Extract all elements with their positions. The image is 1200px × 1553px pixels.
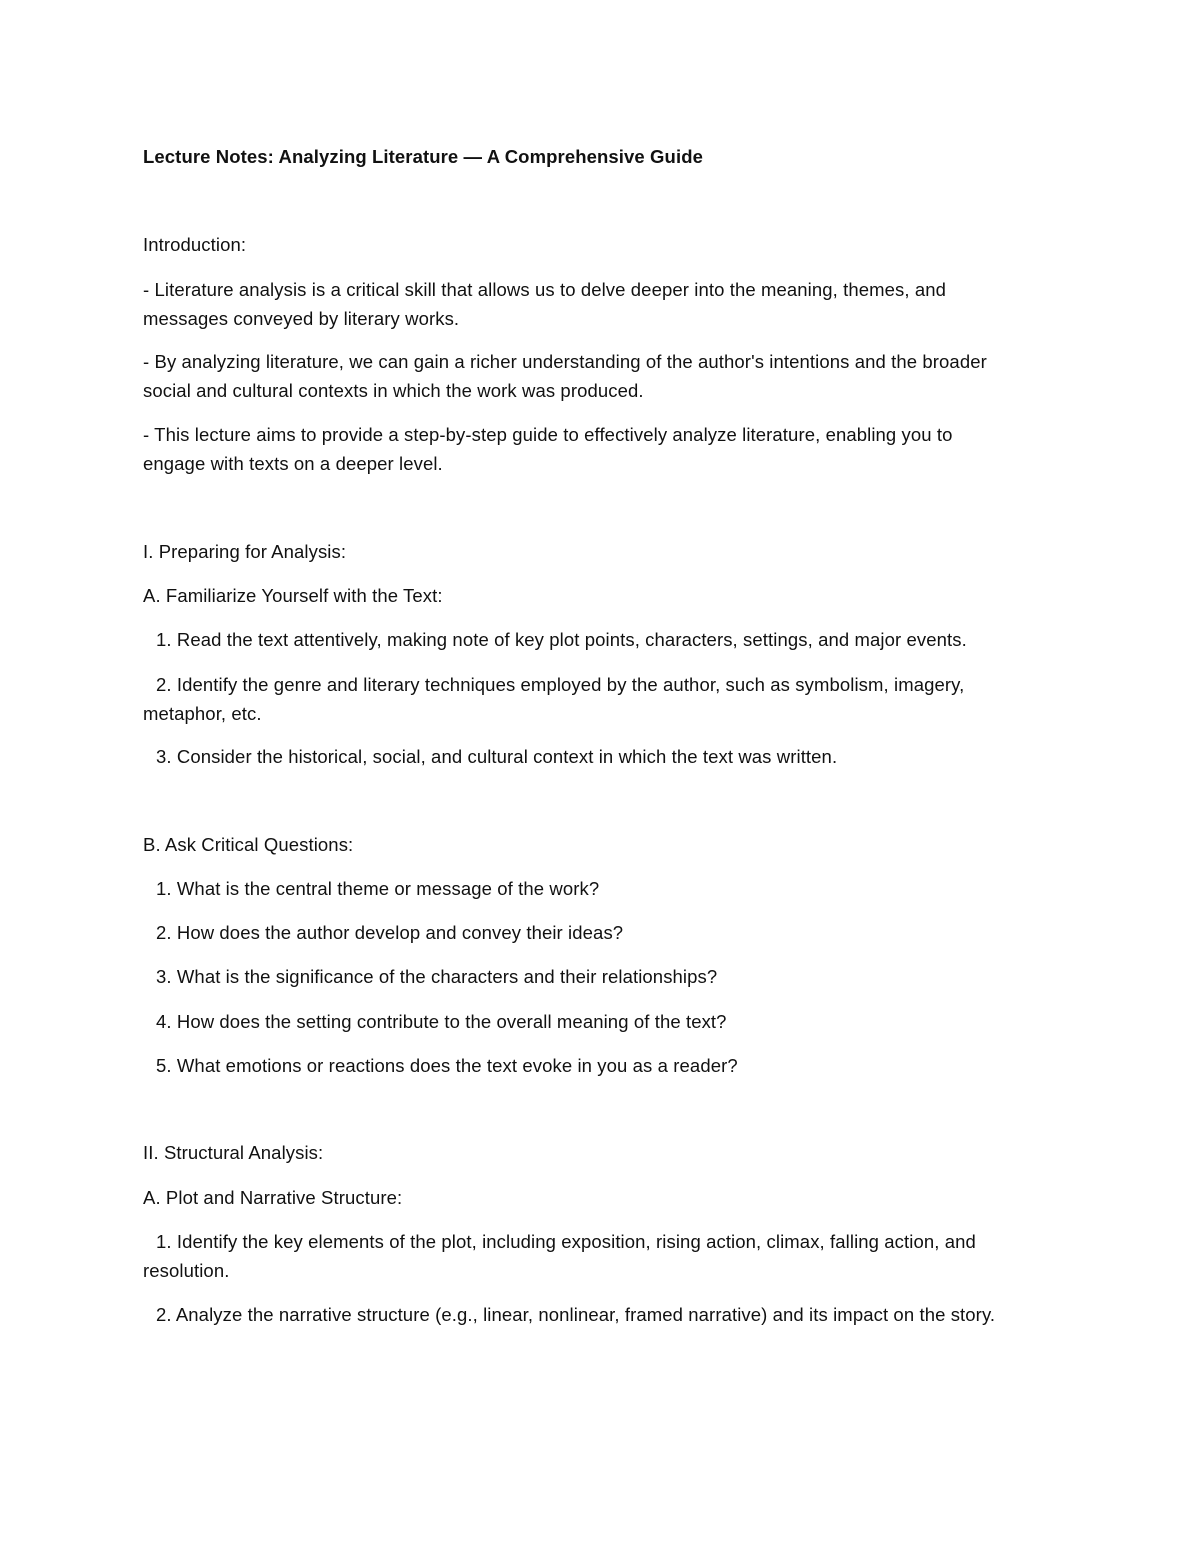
section-2a-item-2: 2. Analyze the narrative structure (e.g., linear, nonlinear, framed narrative) and its impact on the story. <box>156 1304 996 1325</box>
section-1a-heading: A. Familiarize Yourself with the Text: <box>143 585 443 606</box>
section-2a-heading: A. Plot and Narrative Structure: <box>143 1187 403 1208</box>
section-1a-item-2-line-2: metaphor, etc. <box>143 703 262 724</box>
section-1b-item-1: 1. What is the central theme or message of the work? <box>156 878 600 899</box>
section-1b-item-2: 2. How does the author develop and convey their ideas? <box>156 922 624 943</box>
section-1a-item-3: 3. Consider the historical, social, and cultural context in which the text was written. <box>156 746 838 767</box>
section-1-heading: I. Preparing for Analysis: <box>143 541 347 562</box>
section-2a-item-1-line-2: resolution. <box>143 1260 230 1281</box>
section-2a-item-1-line-1: 1. Identify the key elements of the plot, including exposition, rising action, climax, falling action, and <box>156 1231 976 1252</box>
intro-paragraph-1-line-2: messages conveyed by literary works. <box>143 308 460 329</box>
intro-heading: Introduction: <box>143 234 247 255</box>
section-1a-item-2-line-1: 2. Identify the genre and literary techniques employed by the author, such as symbolism, imagery, <box>156 674 965 695</box>
section-1b-heading: B. Ask Critical Questions: <box>143 834 354 855</box>
intro-paragraph-3-line-1: - This lecture aims to provide a step-by-step guide to effectively analyze literature, enabling you to <box>143 424 953 445</box>
section-1b-item-5: 5. What emotions or reactions does the text evoke in you as a reader? <box>156 1055 738 1076</box>
intro-paragraph-2-line-1: - By analyzing literature, we can gain a richer understanding of the author's intentions and the broader <box>143 351 987 372</box>
intro-paragraph-3-line-2: engage with texts on a deeper level. <box>143 453 443 474</box>
document-title: Lecture Notes: Analyzing Literature — A Comprehensive Guide <box>143 146 703 167</box>
intro-paragraph-2-line-2: social and cultural contexts in which the work was produced. <box>143 380 644 401</box>
intro-paragraph-1-line-1: - Literature analysis is a critical skill that allows us to delve deeper into the meaning, themes, and <box>143 279 947 300</box>
section-1b-item-3: 3. What is the significance of the characters and their relationships? <box>156 966 718 987</box>
section-1a-item-1: 1. Read the text attentively, making note of key plot points, characters, settings, and major events. <box>156 629 967 650</box>
section-2-heading: II. Structural Analysis: <box>143 1142 324 1163</box>
section-1b-item-4: 4. How does the setting contribute to the overall meaning of the text? <box>156 1011 727 1032</box>
